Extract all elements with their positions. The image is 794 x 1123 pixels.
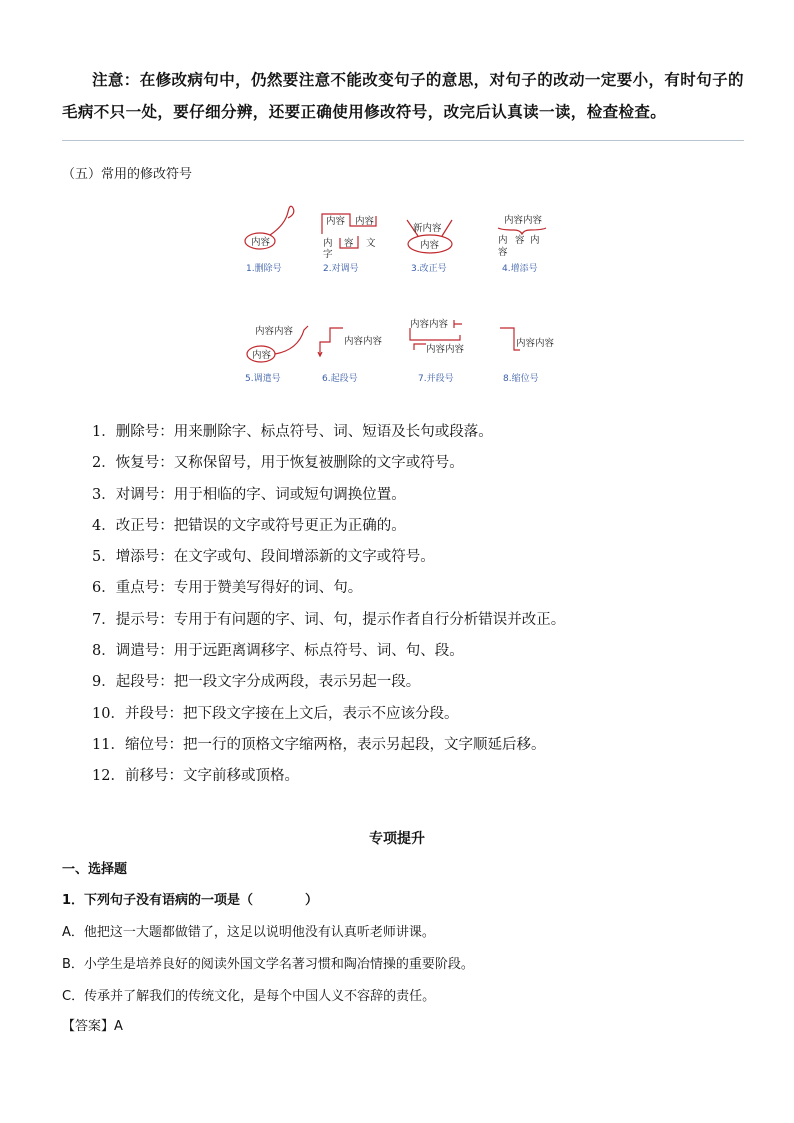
swap-char-2: 容: [344, 238, 354, 249]
swap-char-4: 字: [323, 249, 333, 260]
note-line-2: 毛病不只一处，要仔细分辨，还要正确使用修改符号，改完后认真读一读，检查检查。: [62, 102, 667, 121]
option-c: C．传承并了解我们的传统文化，是每个中国人义不容辞的责任。: [62, 989, 436, 1004]
insert-content: 内容内容: [504, 215, 543, 226]
insert-symbol-icon: [498, 228, 546, 234]
list-item: [92, 420, 772, 451]
list-item-number: 11．: [92, 736, 125, 753]
label-swap: 2.对调号: [323, 264, 359, 274]
list-item-text: 增添号：在文字或句、段间增添新的文字或符号。: [115, 549, 435, 566]
label-insert: 4.增添号: [502, 264, 538, 274]
swap-char-1: 内: [323, 238, 333, 249]
special-section-title: 专项提升: [369, 831, 425, 847]
list-item: [92, 702, 772, 733]
list-item: [92, 483, 772, 514]
choice-section-title: 一、选择题: [62, 862, 128, 877]
merge-content-top: 内容内容: [410, 319, 449, 330]
insert-char-4: 容: [498, 247, 508, 258]
option-a: A．他把这一大题都做错了，这足以说明他没有认真听老师讲课。: [62, 925, 435, 940]
note-paragraph: [62, 64, 752, 128]
list-item-text: 改正号：把错误的文字或符号更正为正确的。: [115, 517, 406, 534]
label-merge-paragraph: 7.并段号: [418, 374, 454, 384]
swap-char-3: 文: [366, 238, 376, 249]
list-item-number: 3．: [92, 486, 116, 503]
list-item: [92, 608, 772, 639]
list-item: [92, 451, 772, 482]
list-item-number: 6．: [92, 580, 116, 597]
list-item-number: 5．: [92, 549, 116, 566]
list-item-number: 2．: [92, 455, 116, 472]
section-5-title: （五）常用的修改符号: [62, 167, 193, 182]
list-item-number: 10．: [92, 705, 125, 722]
list-item-text: 提示号：专用于有问题的字、词、句，提示作者自行分析错误并改正。: [115, 611, 566, 628]
indent-content: 内容内容: [516, 338, 555, 349]
new-paragraph-symbol-icon: [318, 328, 343, 356]
insert-char-1: 内: [498, 235, 508, 246]
question-stem: 1．下列句子没有语病的一项是（ ）: [62, 893, 319, 908]
list-item: [92, 733, 772, 764]
list-item-number: 4．: [92, 517, 116, 534]
new-paragraph-content: 内容内容: [344, 336, 383, 347]
label-correct: 3.改正号: [411, 264, 447, 274]
merge-content-bottom: 内容内容: [426, 344, 465, 355]
list-item: [92, 764, 772, 795]
swap-content-1: 内容: [326, 216, 346, 227]
insert-char-2: 容: [515, 235, 525, 246]
list-item: [92, 576, 772, 607]
label-transfer: 5.调遣号: [245, 374, 281, 384]
label-new-paragraph: 6.起段号: [322, 374, 358, 384]
list-item-text: 恢复号：又称保留号，用于恢复被删除的文字或符号。: [115, 455, 464, 472]
transfer-content-top: 内容内容: [255, 326, 294, 337]
list-item-text: 对调号：用于相临的字、词或短句调换位置。: [115, 486, 406, 503]
option-b: B．小学生是培养良好的阅读外国文学名著习惯和陶冶情操的重要阶段。: [62, 957, 474, 972]
list-item-number: 7．: [92, 611, 116, 628]
list-item-text: 重点号：专用于赞美写得好的词、句。: [115, 580, 363, 597]
divider: [62, 140, 744, 141]
label-indent: 8.缩位号: [503, 374, 539, 384]
list-item-text: 起段号：把一段文字分成两段，表示另起一段。: [115, 674, 421, 691]
correct-content: 内容: [420, 240, 440, 251]
revision-symbols-figure: [230, 200, 570, 390]
list-item-text: 并段号：把下段文字接在上文后，表示不应该分段。: [124, 705, 459, 722]
list-item: [92, 514, 772, 545]
swap-content-2: 内容: [355, 216, 375, 227]
symbol-list: [92, 420, 772, 796]
list-item-number: 9．: [92, 674, 116, 691]
list-item-text: 前移号：文字前移或顶格。: [124, 768, 299, 785]
correct-new-content: 新内容: [413, 223, 442, 234]
list-item: [92, 639, 772, 670]
list-item-text: 调遣号：用于远距离调移字、标点符号、词、句、段。: [115, 643, 464, 660]
list-item: [92, 670, 772, 701]
list-item-text: 删除号：用来删除字、标点符号、词、短语及长句或段落。: [115, 424, 493, 440]
note-line-1: 注意：在修改病句中，仍然要注意不能改变句子的意思，对句子的改动一定要小，有时句子的: [92, 70, 744, 89]
list-item-number: 8．: [92, 643, 116, 660]
label-delete: 1.删除号: [246, 264, 282, 274]
answer-line: 【答案】A: [62, 1019, 123, 1034]
list-item-text: 缩位号：把一行的顶格文字缩两格，表示另起段，文字顺延后移。: [124, 736, 546, 753]
list-item: [92, 545, 772, 576]
transfer-content: 内容: [252, 350, 272, 361]
list-item-number: 1．: [92, 424, 116, 440]
delete-content: 内容: [251, 237, 271, 248]
list-item-number: 12．: [92, 768, 125, 785]
insert-char-3: 内: [530, 235, 540, 246]
